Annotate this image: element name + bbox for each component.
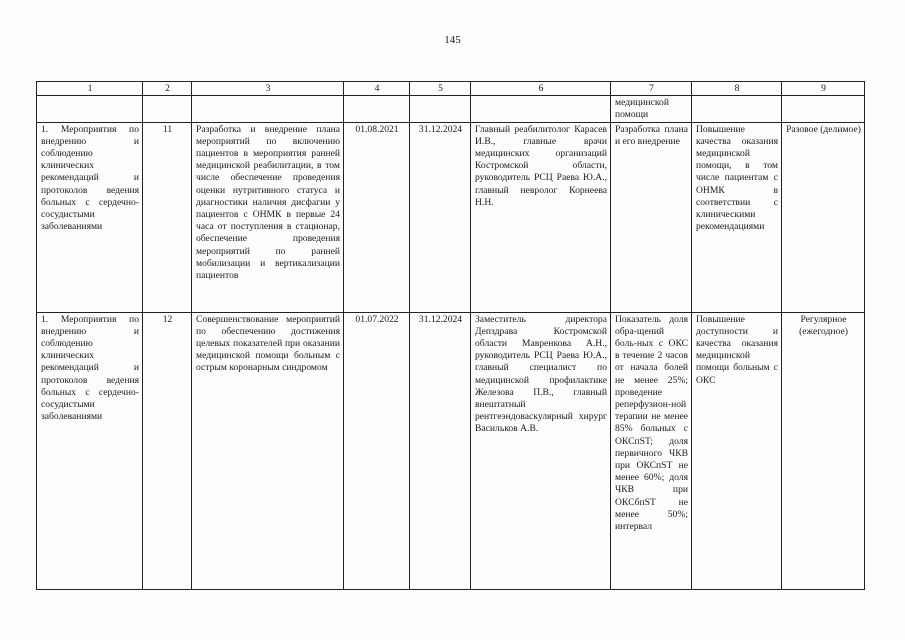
measure-cell: Разработка и внедрение плана мероприятий по включению пациентов в мероприятия ранней медицинской реабилитации, в том числе обеспечение проведения оценки нутритивного статуса и диагностики наличия дисфагии у пациентов с ОНМК в первые 24 часа от поступления в стационар, обеспечение проведения мероприятий по ранней мобилизации и вертикализации пациентов xyxy=(192,122,344,312)
table-cell xyxy=(143,96,192,122)
number-cell: 11 xyxy=(143,122,192,312)
table-row xyxy=(37,312,865,589)
column-number: 3 xyxy=(192,82,344,96)
column-number: 8 xyxy=(692,82,782,96)
column-number: 5 xyxy=(410,82,471,96)
table-cell xyxy=(344,96,410,122)
result-cell: Разработка плана и его внедрение xyxy=(611,122,692,312)
periodicity-cell: Разовое (делимое) xyxy=(782,122,865,312)
continuation-row xyxy=(37,96,865,122)
column-number: 7 xyxy=(611,82,692,96)
table-cell xyxy=(37,96,143,122)
table-row xyxy=(37,122,865,312)
page-number: 145 xyxy=(444,34,461,46)
responsible-cell: Заместитель директора Депздрава Костромской области Мавренкова А.Н., руководитель РСЦ Раева Ю.А., главный специалист по медицинской профилактике Железова П.В., главный внештатный рентгеэндоваскулярный хирург Васильков А.В. xyxy=(471,312,611,589)
periodicity-cell: Регулярное (ежегодное) xyxy=(782,312,865,589)
table-cell xyxy=(692,96,782,122)
goal-cell: Повышение доступности и качества оказания медицинской помощи больным с ОКС xyxy=(692,312,782,589)
start-date-cell: 01.07.2022 xyxy=(344,312,410,589)
column-number-row xyxy=(37,82,865,96)
column-number: 2 xyxy=(143,82,192,96)
measure-cell: Совершенствование мероприятий по обеспечению достижения целевых показателей при оказании медицинской помощи больным с острым коронарным синдромом xyxy=(192,312,344,589)
table-cell xyxy=(192,96,344,122)
direction-cell: 1. Мероприятия по внедрению и соблюдению клинических рекомендаций и протоколов ведения больных с сердечно-сосудистыми заболеваниями xyxy=(37,122,143,312)
responsible-cell: Главный реабилитолог Карасев И.В., главные врачи медицинских организаций Костромской области, руководитель РСЦ Раева Ю.А., главный невролог Корнеева Н.Н. xyxy=(471,122,611,312)
direction-cell: 1. Мероприятия по внедрению и соблюдению клинических рекомендаций и протоколов ведения больных с сердечно-сосудистыми заболеваниями xyxy=(37,312,143,589)
end-date-cell: 31.12.2024 xyxy=(410,122,471,312)
goal-cell: Повышение качества оказания медицинской помощи, в том числе пациентам с ОНМК в соответствии с клиническими рекомендациями xyxy=(692,122,782,312)
start-date-cell: 01.08.2021 xyxy=(344,122,410,312)
result-continuation-cell: медицинской помощи xyxy=(611,96,692,122)
table-cell xyxy=(782,96,865,122)
number-cell: 12 xyxy=(143,312,192,589)
column-number: 1 xyxy=(37,82,143,96)
table-cell xyxy=(410,96,471,122)
column-number: 6 xyxy=(471,82,611,96)
column-number: 9 xyxy=(782,82,865,96)
table-cell xyxy=(471,96,611,122)
result-cell: Показатель доля обра-щений боль-ных с ОКС в течение 2 часов от начала болей не менее 25%; проведение реперфузион-ной терапии не менее 85% больных с ОКСпST; доля первичного ЧКВ при ОКСпST не менее 60%; доля ЧКВ при ОКСбпST не менее 50%; интервал xyxy=(611,312,692,589)
measures-table xyxy=(36,81,865,590)
column-number: 4 xyxy=(344,82,410,96)
end-date-cell: 31.12.2024 xyxy=(410,312,471,589)
